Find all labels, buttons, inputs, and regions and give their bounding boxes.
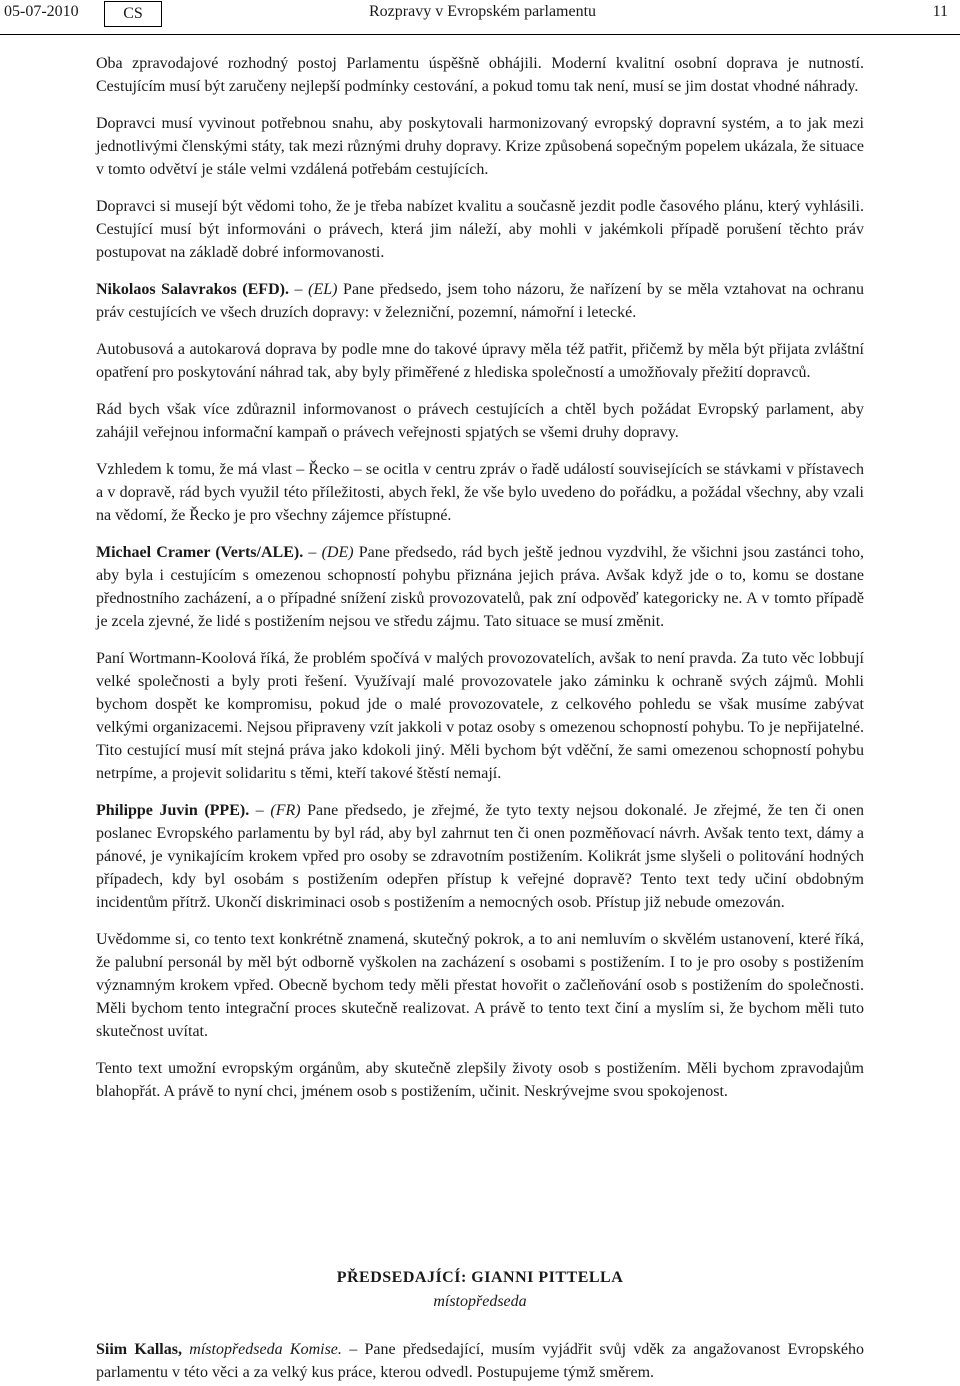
header-language-box: CS [104, 1, 162, 27]
paragraph: Tento text umožní evropským orgánům, aby skutečně zlepšily životy osob s postižením. Měli bychom zpravodajům blahopřát. A právě to nyní chci, jménem osob s postižením, učinit. Neskrývejme svou spokojenost. [96, 1060, 864, 1100]
language-tag: (DE) [321, 544, 354, 561]
speech-salavrakos: Nikolaos Salavrakos (EFD). – (EL) Pane předsedo, jsem toho názoru, že nařízení by se měla vztahovat na ochranu práv cestujících ve všech druzích dopravy: v železniční, pozemní, námořní i letecké. [96, 281, 865, 321]
paragraph: Dopravci musí vyvinout potřebnou snahu, aby poskytovali harmonizovaný evropský dopravní systém, a to jak mezi jednotlivými členskými státy, tak mezi různými druhy dopravy. Krize způsobená sopečným popelem ukázala, že situace v tomto odvětví je stále velmi vzdálená potřebám cestujících. [96, 115, 864, 178]
paragraph: Oba zpravodajové rozhodný postoj Parlamentu úspěšně obhájili. Moderní kvalitní osobní doprava je nutností. Cestujícím musí být zaručeny nejlepší podmínky cestování, a pokud tomu tak není, musí se jim dostat vhodné náhrady. [96, 55, 864, 95]
speech-cramer: Michael Cramer (Verts/ALE). – (DE) Pane předsedo, rád bych ještě jednou vyzdvihl, že všichni jsou zastánci toho, aby byla i cestujícím s omezenou schopností pohybu přiznána jejich práva. Avšak když jde o to, komu se dostane přednostního zacházení, a o případné snížení zisků provozovatelů, pak zní odpověď kategoricky ne. A v tomto případě je zcela zjevné, že lidé s postižením nejsou ve středu zájmu. Tato situace se musí změnit. [96, 544, 865, 630]
speaker-name: Philippe Juvin (PPE). [96, 802, 250, 819]
header-title: Rozpravy v Evropském parlamentu [369, 3, 597, 20]
speech-juvin: Philippe Juvin (PPE). – (FR) Pane předsedo, je zřejmé, že tyto texty nejsou dokonalé. Je zřejmé, že ten či onen poslanec Evropského parlamentu by byl rád, aby byl zahrnut ten či onen pozměňovací návrh. Avšak tento text, dámy a pánové, je vynikajícím krokem vpřed pro osoby se zdravotním postižením. Kolikrát jsme slyšeli o politování hodných případech, kdy byl osobám s postižením odepřen přístup k veřejné dopravě? Tento text tedy učiní obdobným incidentům přítrž. Ukončí diskriminaci osob s postižením a nemocných osob. Přístup již nebude omezován. [96, 802, 865, 911]
paragraph: Vzhledem k tomu, že má vlast – Řecko – se ocitla v centru zpráv o řadě událostí souvisejících se stávkami v přístavech a v dopravě, rád bych využil této příležitosti, abych řekl, že vše bylo uvedeno do pořádku, a požádal všechny, aby vzali na vědomí, že Řecko je pro všechny zájemce přístupné. [96, 461, 864, 524]
language-tag: (FR) [270, 802, 301, 819]
language-tag: (EL) [308, 281, 338, 298]
page-number: 11 [932, 3, 948, 20]
header-date: 05-07-2010 [4, 3, 79, 20]
paragraph: Rád bych však více zdůraznil informovanost o právech cestujících a chtěl bych požádat Evropský parlament, aby zahájil veřejnou informační kampaň o právech veřejnosti spjatých se všemi druhy dopravy. [96, 401, 864, 441]
page-header [0, 0, 960, 35]
speaker-name: Nikolaos Salavrakos (EFD). [96, 281, 289, 298]
speaker-name: Siim Kallas, [96, 1341, 182, 1358]
speech-kallas: Siim Kallas, místopředseda Komise. – Pane předsedající, musím vyjádřit svůj vděk za angažovanost Evropského parlamentu v této věci a za velký kus práce, kterou odvedl. Postupujeme týmž směrem. [96, 1341, 865, 1381]
chair-heading [96, 1266, 864, 1314]
chair-subtitle: místopředseda [433, 1293, 527, 1310]
final-speech [96, 1338, 864, 1384]
document-body [96, 52, 864, 1103]
speaker-name: Michael Cramer (Verts/ALE). [96, 544, 304, 561]
speaker-role: místopředseda Komise. [181, 1341, 342, 1358]
paragraph: Uvědomme si, co tento text konkrétně znamená, skutečný pokrok, a to ani nemluvím o skvělém ustanovení, které říká, že palubní personál by měl být odborně vyškolen na zacházení s osobami s postižením. I to je pro osoby s postižením významným krokem vpřed. Obecně bychom tedy měli přestat hovořit o začleňování osob s postižením do společnosti. Měli bychom tento integrační proces skutečně realizovat. A právě to tento text činí a myslím si, že bychom měli tuto skutečnost uvítat. [96, 931, 864, 1040]
paragraph: Autobusová a autokarová doprava by podle mne do takové úpravy měla též patřit, přičemž by měla být přijata zvláštní opatření pro poskytování náhrad tak, aby byly přiměřené z hlediska společností a umožňovaly přežití dopravců. [96, 341, 864, 381]
chair-role: PŘEDSEDAJÍCÍ: GIANNI PITTELLA [336, 1269, 624, 1286]
paragraph: Dopravci si musejí být vědomi toho, že je třeba nabízet kvalitu a současně jezdit podle časového plánu, který vyhlásili. Cestující musí být informováni o právech, která jim náleží, aby mohli v jakémkoli případě porušení těchto práv postupovat na základě dobré informovanosti. [96, 198, 864, 261]
paragraph: Paní Wortmann-Koolová říká, že problém spočívá v malých provozovatelích, avšak to není pravda. Za tuto věc lobbují velké společnosti a byly proti řešení. Využívají malé provozovatele jako záminku k ochraně svých zájmů. Mohli bychom dospět ke kompromisu, pokud jde o malé provozovatele, z celkového pohledu se však musíme zabývat velkými organizacemi. Nejsou připraveny vzít jakkoli v potaz osoby s omezenou schopností pohybu. To je nepřijatelné. Tito cestující musí mít stejná práva jako kdokoli jiný. Měli bychom být vděční, že sami omezenou schopností pohybu netrpíme, a projevit solidaritu s těmi, kteří takové štěstí nemají. [96, 650, 864, 782]
